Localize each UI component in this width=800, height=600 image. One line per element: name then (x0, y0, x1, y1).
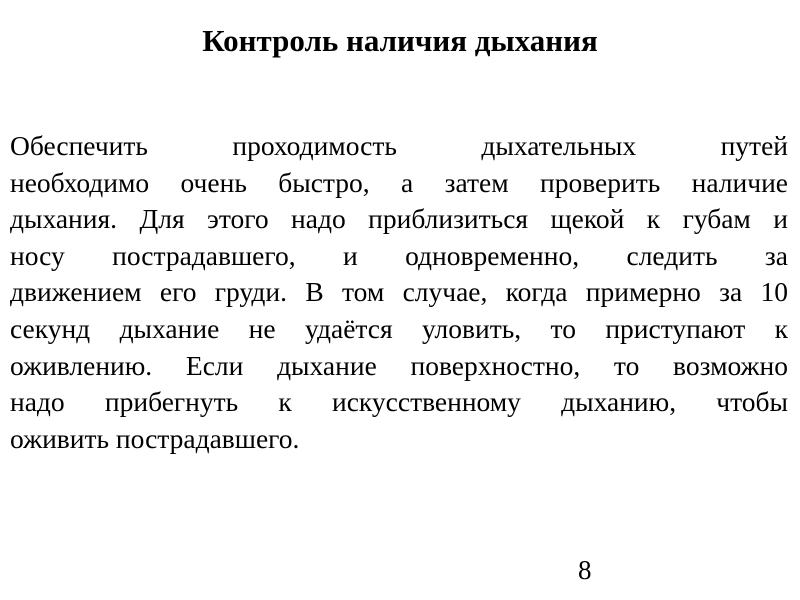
paragraph-line: носу пострадавшего, и одновременно, следить за (10, 239, 788, 271)
paragraph-line: надо прибегнуть к искусственному дыханию, чтобы (10, 386, 788, 418)
paragraph-line: оживлению. Если дыхание поверхностно, то возможно (10, 349, 788, 381)
paragraph-line: необходимо очень быстро, а затем проверить наличие (10, 166, 788, 198)
paragraph-line: секунд дыхание не удаётся уловить, то приступают к (10, 312, 788, 344)
slide-title: Контроль наличия дыхания (202, 23, 598, 58)
page-number: 8 (578, 555, 592, 585)
paragraph-line: дыхания. Для этого надо приблизиться щекой к губам и (10, 203, 788, 235)
paragraph-line-last: оживить пострадавшего. (10, 422, 300, 454)
body-paragraph (10, 128, 788, 457)
paragraph-line: Обеспечить проходимость дыхательных путей (10, 130, 788, 161)
paragraph-line: движением его груди. В том случае, когда примерно за 10 (10, 276, 788, 308)
